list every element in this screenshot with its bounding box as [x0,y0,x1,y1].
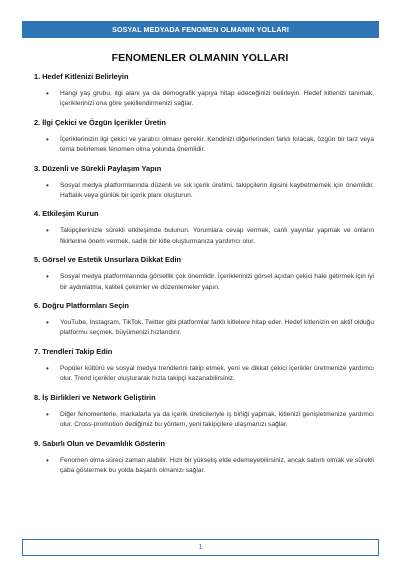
section [34,117,374,156]
section-heading: 2. İlgi Çekici ve Özgün İçerikler Üretin [34,117,166,127]
section-heading: 1. Hedef Kitlenizi Belirleyin [34,72,129,81]
section-bullet [34,456,374,477]
section [34,300,374,339]
section-text: Takipçilerinizle sürekli etkileşimde bulunun. Yorumlara cevap vermek, canlı yayınlar yapmak ve onların fikirlerine önem vermek, sadık bir kitle oluşturmanıza yardımcı olur. [60,227,374,245]
bullet-icon: • [46,409,49,419]
section-text: YouTube, Instagram, TikTok, Twitter gibi platformlar farklı kitlelere hitap eder. Hedef kitlenizin en aktif olduğu platformu seçmek, büyümenizi hızlandırır. [60,319,374,337]
sections-list [34,71,374,476]
bullet-icon: • [46,180,49,190]
section-bullet [34,364,374,385]
section-bullet [34,181,374,202]
bullet-icon: • [46,226,49,236]
section [34,346,374,385]
section-heading: 8. İş Birlikleri ve Network Geliştirin [34,392,156,402]
section-text: İçeriklerinizin ilgi çekici ve yaratıcı olması gerekir. Kendinizi diğerlerinden farklı kılacak, özgün bir tarz veya tema belirlemek fenomen olma yolunda önemlidir. [60,135,374,154]
section-bullet [34,318,374,339]
section-text: Sosyal medya platformlarında görsellik çok önemlidir. İçeriklerinizi görsel açıdan çekici hale getirmek için iyi bir aydınlatma, kaliteli çekimler ve düzenlemeler yapın. [60,273,374,291]
bullet-icon: • [46,363,49,373]
bullet-icon: • [46,455,49,465]
section-bullet [34,226,374,247]
section-bullet [34,135,374,156]
section-heading: 6. Doğru Platformları Seçin [34,301,129,311]
section-heading: 5. Görsel ve Estetik Unsurlara Dikkat Edin [34,255,182,265]
section-heading: 7. Trendleri Takip Edin [34,346,113,356]
section-bullet [34,89,374,110]
section [34,392,374,431]
section-text: Sosyal medya platformlarında düzenli ve sık içerik üretimi, takipçilerin ilgisini kaybetmemek için önemlidir. Haftalık veya günlük bir içerik planı oluşturun. [60,181,374,200]
section [34,71,374,110]
bullet-icon: • [46,134,49,144]
bullet-icon: • [46,318,49,328]
section-text: Hangi yaş grubu, ilgi alanı ya da demografik yapıya hitap edeceğinizi belirleyin. Hedef kitlenizi tanımak, içeriklerinizi ona göre şekillendirmenizi sağlar. [60,90,374,108]
section [34,438,374,477]
section-heading: 4. Etkileşim Kurun [34,209,99,219]
bullet-icon: • [46,89,49,98]
section-bullet [34,410,374,431]
section [34,208,374,247]
section-text: Diğer fenomenlerle, markalarla ya da içerik üreticileriyle iş birliği yapmak, kitlenizi genişletmenize yardımcı olur. Cross-promotion dediğimiz bu yöntem, yeni takipçilere ulaşmanızı sağlar. [60,410,374,429]
section-text: Fenomen olma süreci zaman alabilir. Hızlı bir yükseliş elde edemeyebilirsiniz, ancak sabırlı olmak ve sürekli çaba göstermek bu yolda başarılı olmanızı sağlar. [60,456,374,474]
section-heading: 3. Düzenli ve Sürekli Paylaşım Yapın [34,163,162,173]
page-number: 1 [22,539,379,556]
section-heading: 9. Sabırlı Olun ve Devamlılık Gösterin [34,438,166,448]
document-title: FENOMENLER OLMANIN YOLLARI [111,52,289,64]
header-banner: SOSYAL MEDYADA FENOMEN OLMANIN YOLLARI [22,21,379,38]
bullet-icon: • [46,272,49,282]
section-text: Popüler kültürü ve sosyal medya trendlerini takip etmek, yeni ve dikkat çekici içerikler üretmenize yardımcı olur. Trend içerikler oluşturarak hızla takipçi kazanabilirsiniz. [60,364,374,383]
section [34,163,374,202]
section [34,254,374,293]
section-bullet [34,272,374,293]
